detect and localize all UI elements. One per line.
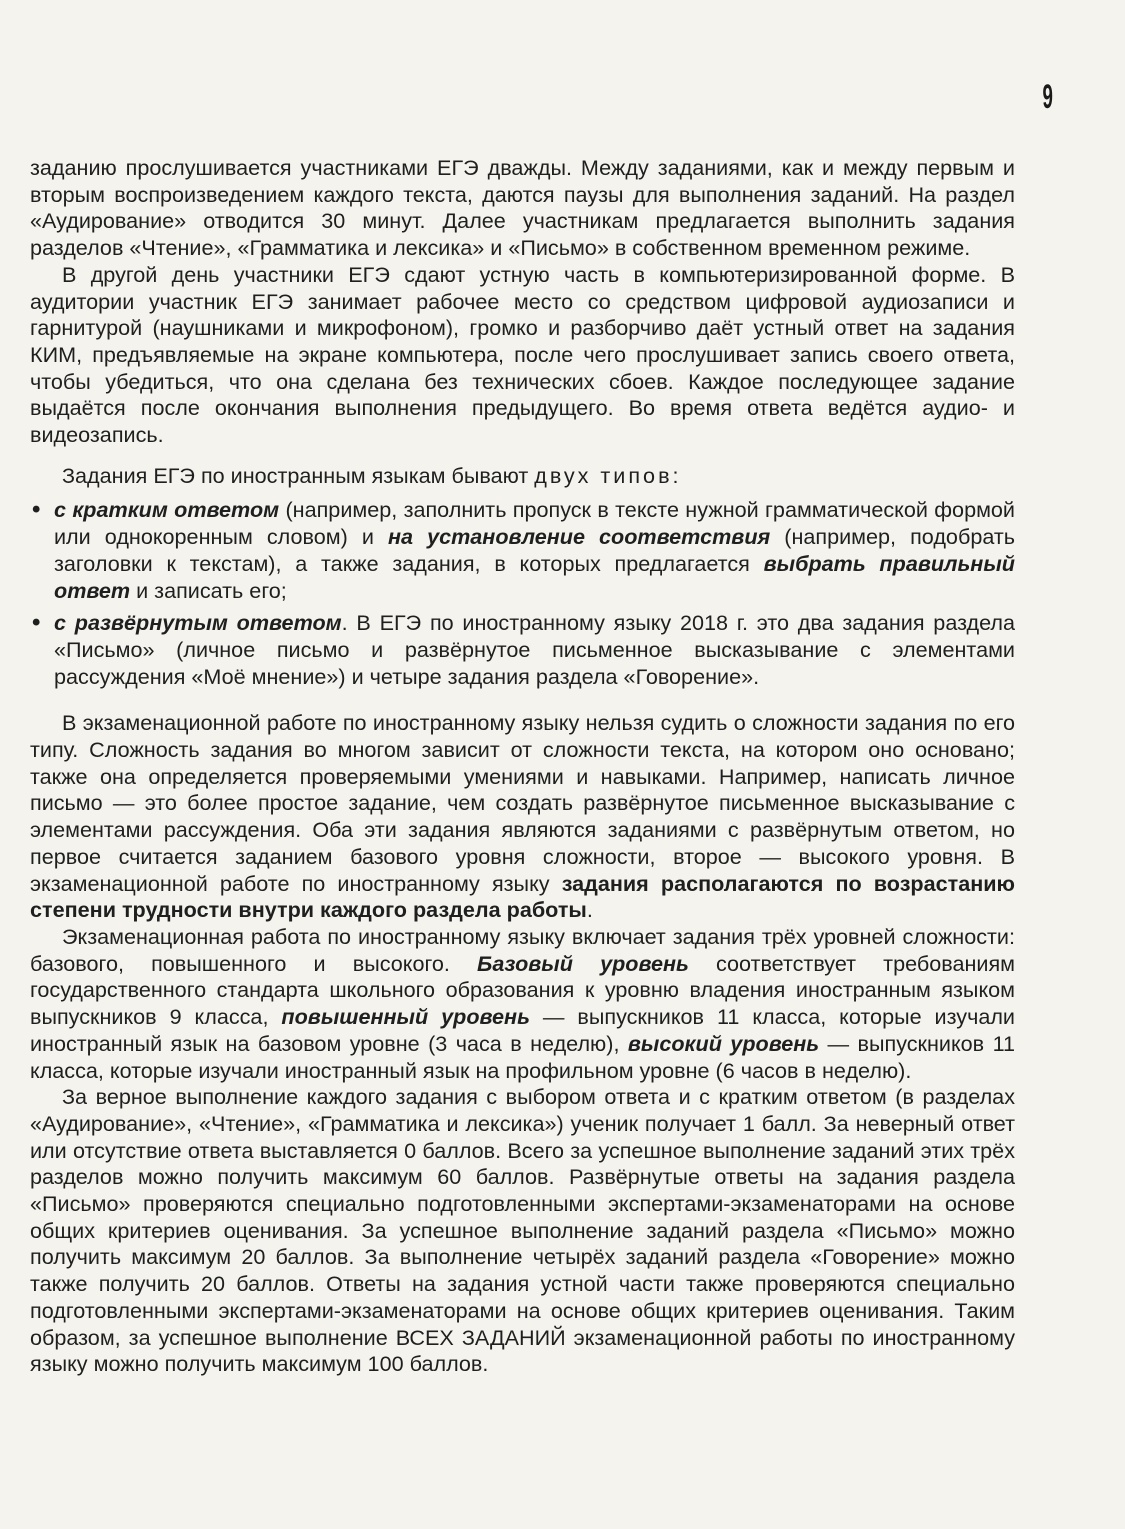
bullet-text: . В ЕГЭ по иностранному языку 2018 г. это два задания раздела «Письмо» (личное письмо и развёрнутое письменное высказывание с элементами рассуждения «Моё мнение») и четыре задания раздела «Говорение».: [54, 610, 1016, 689]
levels-text: — выпускников 11 класса, которые изучали иностранный язык на базовом уровне (3 часа в неделю),: [30, 1004, 1015, 1056]
term-choose-answer: выбрать правильный ответ: [54, 550, 1015, 603]
term-matching: на установление соответствия: [387, 524, 771, 550]
types-intro-spaced: двух типов:: [534, 462, 682, 488]
term-basic-level: Базовый уровень: [477, 950, 689, 976]
paragraph-listening: заданию прослушивается участниками ЕГЭ дважды. Между заданиями, как и между первым и вторым воспроизведением каждого текста, даются паузы для выполнения заданий. На раздел «Аудирование» отводится 30 минут. Далее участникам предлагается выполнить задания разделов «Чтение», «Грамматика и лексика» и «Письмо» в собственном временном режиме.: [30, 155, 1015, 261]
list-item: [30, 497, 1015, 604]
paragraph-levels: [30, 924, 1015, 1084]
difficulty-end: .: [586, 897, 593, 923]
task-types-list: [30, 497, 1015, 690]
term-advanced-level: повышенный уровень: [281, 1004, 530, 1030]
list-item: [30, 610, 1015, 690]
bullet-text: и записать его;: [130, 577, 287, 603]
types-intro: [30, 463, 1015, 490]
bullet-icon: •: [32, 496, 41, 524]
types-intro-text: Задания ЕГЭ по иностранным языкам бывают: [62, 462, 529, 488]
page-number: 9: [1042, 78, 1053, 116]
paragraph-difficulty: [30, 710, 1015, 924]
paragraph-scoring: За верное выполнение каждого задания с выбором ответа и с кратким ответом (в разделах «Аудирование», «Чтение», «Грамматика и лексика») ученик получает 1 балл. За неверный ответ или отсутствие ответа выставляется 0 баллов. Всего за успешное выполнение заданий этих трёх разделов можно получить максимум 60 баллов. Развёрнутые ответы на задания раздела «Письмо» проверяются специально подготовленными экспертами-экзаменаторами на основе общих критериев оценивания. За успешное выполнение заданий раздела «Письмо» можно получить максимум 20 баллов. За выполнение четырёх заданий раздела «Говорение» можно также получить 20 баллов. Ответы на задания устной части также проверяются специально подготовленными экспертами-экзаменаторами на основе общих критериев оценивания. Таким образом, за успешное выполнение ВСЕХ ЗАДАНИЙ экзаменационной работы по иностранному языку можно получить максимум 100 баллов.: [30, 1084, 1015, 1377]
levels-text: — выпускников 11 класса, которые изучали иностранный язык на профильном уровне (6 часов в неделю).: [30, 1030, 1015, 1083]
difficulty-bold: задания располагаются по возрастанию степени трудности внутри каждого раздела работы: [30, 870, 1015, 923]
difficulty-text: В экзаменационной работе по иностранному языку нельзя судить о сложности задания по его типу. Сложность задания во многом зависит от сложности текста, на котором оно основано; также она определяется проверяемыми умениями и навыками. Например, написать личное письмо — это более простое задание, чем создать развёрнутое письменное высказывание с элементами рассуждения. Оба эти задания являются заданиями с развёрнутым ответом, но первое считается заданием базового уровня сложности, второе — высокого уровня. В экзаменационной работе по иностранному языку: [30, 710, 1015, 896]
bullet-text: (например, подобрать заголовки к текстам), а также задания, в которых предлагается: [54, 524, 1015, 576]
levels-text: Экзаменационная работа по иностранному языку включает задания трёх уровней сложности: базового, повышенного и высокого.: [30, 923, 1015, 976]
term-short-answer: с кратким ответом: [54, 497, 280, 523]
term-extended-answer: с развёрнутым ответом: [54, 610, 342, 636]
paragraph-oral-part: В другой день участники ЕГЭ сдают устную часть в компьютеризированной форме. В аудитории участник ЕГЭ занимает рабочее место со средством цифровой аудиозаписи и гарнитурой (наушниками и микрофоном), громко и разборчиво даёт устный ответ на задания КИМ, предъявляемые на экране компьютера, после чего прослушивает запись своего ответа, чтобы убедиться, что она сделана без технических сбоев. Каждое последующее задание выдаётся после окончания выполнения предыдущего. Во время ответа ведётся аудио- и видеозапись.: [30, 261, 1015, 448]
page-body: [30, 155, 1015, 1378]
term-high-level: высокий уровень: [627, 1030, 820, 1056]
levels-text: соответствует требованиям государственного стандарта школьного образования к уровню владения иностранным языком выпускников 9 класса,: [30, 950, 1015, 1030]
bullet-text: (например, заполнить пропуск в тексте нужной грамматической формой или однокоренным словом) и: [54, 497, 1015, 550]
bullet-icon: •: [32, 609, 41, 637]
